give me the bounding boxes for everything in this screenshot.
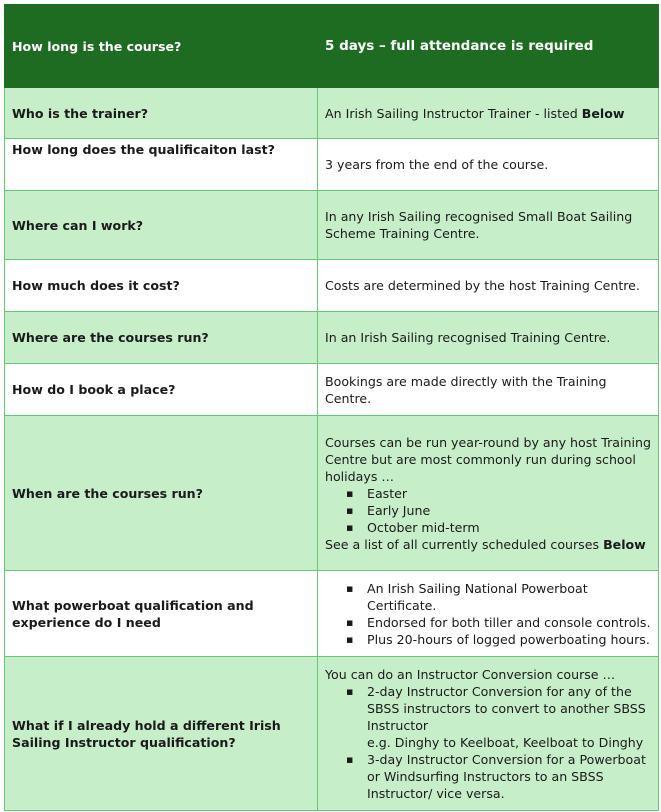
conversion-example: e.g. Dinghy to Keelboat, Keelboat to Dinghy [367, 734, 644, 750]
answer-course-length: 5 days – full attendance is required [318, 5, 659, 88]
conversion-list [325, 683, 651, 802]
answer-when-run-intro: Courses can be run year-round by any host Training Centre but are most commonly run during school holidays … [325, 434, 651, 484]
header-row [5, 5, 659, 88]
list-item: ▪ Early June [367, 502, 651, 519]
answer-booking: Bookings are made directly with the Training Centre. [318, 364, 659, 416]
question-conversion: What if I already hold a different Irish Sailing Instructor qualification? [5, 657, 318, 811]
table-row [5, 260, 659, 312]
answer-conversion [318, 657, 659, 811]
table-row [5, 139, 659, 191]
answer-conversion-intro: You can do an Instructor Conversion course … [325, 666, 616, 682]
list-item: ▪ 2-day Instructor Conversion for any of the SBSS instructors to convert to another SBSS Instructor e.g. Dinghy to Keelboat, Keelboat to Dinghy [367, 683, 651, 751]
question-course-length: How long is the course? [5, 5, 318, 88]
answer-cost: Costs are determined by the host Training Centre. [318, 260, 659, 312]
answer-qualification-duration: 3 years from the end of the course. [318, 139, 659, 191]
question-where-run: Where are the courses run? [5, 312, 318, 364]
list-item: ▪ October mid-term [367, 519, 651, 536]
table-row [5, 191, 659, 260]
list-item: ▪ Plus 20-hours of logged powerboating hours. [367, 631, 651, 648]
faq-table [4, 4, 659, 811]
answer-when-run [318, 416, 659, 571]
answer-powerboat [318, 571, 659, 657]
table-row [5, 657, 659, 811]
question-cost: How much does it cost? [5, 260, 318, 312]
list-item: ▪ Easter [367, 485, 651, 502]
table-row [5, 571, 659, 657]
table-row [5, 364, 659, 416]
list-item: ▪ Endorsed for both tiller and console controls. [367, 614, 651, 631]
question-when-run: When are the courses run? [5, 416, 318, 571]
table-row [5, 88, 659, 139]
question-booking: How do I book a place? [5, 364, 318, 416]
answer-trainer: An Irish Sailing Instructor Trainer - listed Below [318, 88, 659, 139]
holiday-list [325, 485, 651, 536]
table-row [5, 312, 659, 364]
list-item: ▪ 3-day Instructor Conversion for a Powerboat or Windsurfing Instructors to an SBSS Instructor/ vice versa. [367, 751, 651, 802]
below-link-text: Below [581, 105, 625, 121]
list-item: ▪ An Irish Sailing National Powerboat Certificate. [367, 580, 651, 614]
below-link-text: Below [603, 536, 646, 552]
question-where-work: Where can I work? [5, 191, 318, 260]
table-row [5, 416, 659, 571]
question-powerboat: What powerboat qualification and experience do I need [5, 571, 318, 657]
question-trainer: Who is the trainer? [5, 88, 318, 139]
powerboat-requirements-list [325, 580, 651, 648]
question-qualification-duration: How long does the qualificaiton last? [5, 139, 318, 191]
answer-where-run: In an Irish Sailing recognised Training Centre. [318, 312, 659, 364]
answer-where-work: In any Irish Sailing recognised Small Boat Sailing Scheme Training Centre. [318, 191, 659, 260]
answer-when-run-outro: See a list of all currently scheduled courses Below [325, 536, 646, 552]
